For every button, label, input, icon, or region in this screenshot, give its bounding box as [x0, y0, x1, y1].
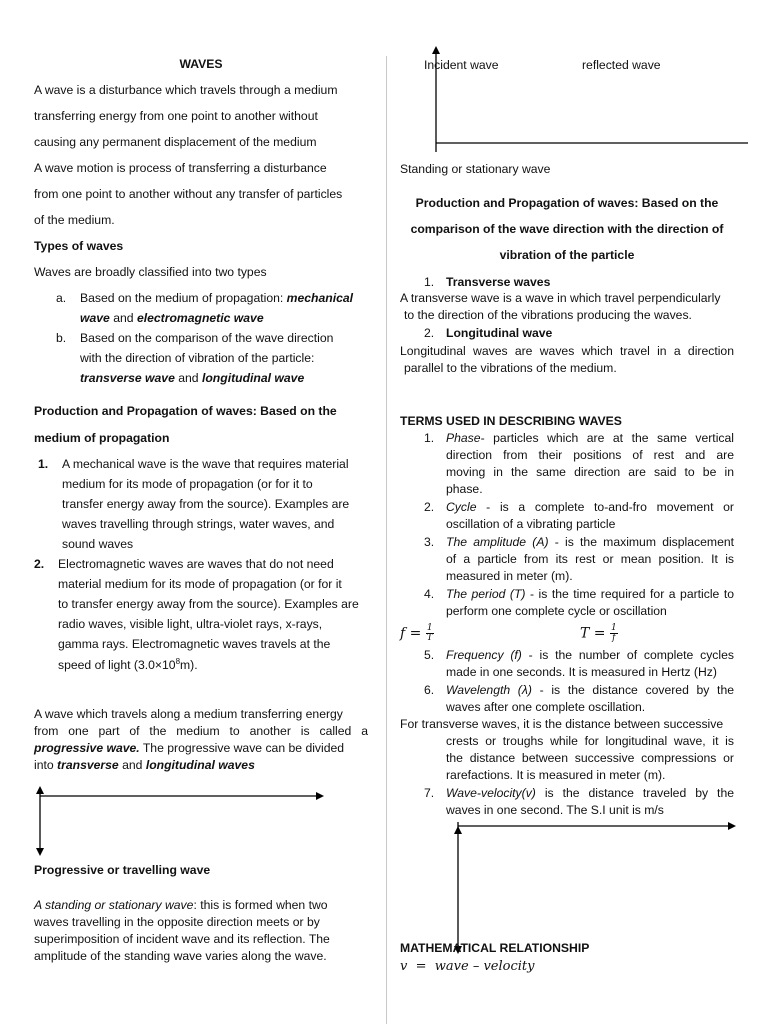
- term-4-line-1: The period (T) - is the time required for a particle to: [446, 587, 734, 601]
- transverse-line-1: A transverse wave is a wave in which travel perpendicularly: [400, 291, 721, 305]
- class-b-line-2: with the direction of vibration of the particle:: [80, 351, 315, 365]
- standing-caption: Standing or stationary wave: [400, 162, 551, 176]
- production-heading-line-2: medium of propagation: [34, 431, 170, 445]
- term-3-line-2: of a particle from its rest or mean position. It is: [446, 552, 734, 566]
- arrowhead-up-icon: [432, 46, 440, 54]
- term-1-line-3: moving in the same direction are said to be in: [446, 465, 734, 479]
- term-1-marker: 1.: [424, 431, 435, 445]
- item-2-line-1: Electromagnetic waves are waves that do not need: [58, 557, 334, 571]
- arrowhead-right-icon: [316, 792, 324, 800]
- progressive-caption: Progressive or travelling wave: [34, 863, 211, 877]
- term-7-line-1: Wave-velocity(v) is the distance traveled by the: [446, 786, 734, 800]
- term-2-line-2: oscillation of a vibrating particle: [446, 517, 616, 531]
- item-1-marker: 1.: [38, 457, 49, 471]
- formula-period: T = $\frac{1}{f}$: [580, 623, 617, 643]
- term-5-marker: 5.: [424, 648, 435, 662]
- item-1-line-4: waves travelling through strings, water waves, and: [62, 517, 335, 531]
- types-heading: Types of waves: [34, 239, 124, 253]
- wavelength-note-line-3: the distance between successive compressions or: [446, 751, 734, 765]
- math-heading: MATHEMATICAL RELATIONSHIP: [400, 941, 590, 955]
- term-1-line-1: Phase- particles which are at the same vertical: [446, 431, 734, 445]
- term-4-line-2: perform one complete cycle or oscillation: [446, 604, 667, 618]
- definition-wave-line-1: A wave is a disturbance which travels through a medium: [34, 83, 338, 97]
- longitudinal-marker: 2.: [424, 326, 435, 340]
- standing-line-2: waves travelling in the opposite direction meets or by: [34, 915, 320, 929]
- wave-axes-diagram: [452, 818, 742, 958]
- production-heading-line-1: Production and Propagation of waves: Based on the: [34, 404, 337, 418]
- progressive-wave-axes: [34, 784, 334, 864]
- item-1-line-5: sound waves: [62, 537, 134, 551]
- term-6-line-2: waves after one complete oscillation.: [446, 700, 646, 714]
- longitudinal-line-1: Longitudinal waves are waves which travel in a direction: [400, 344, 734, 358]
- definition-motion-line-3: of the medium.: [34, 213, 115, 227]
- types-intro: Waves are broadly classified into two types: [34, 265, 267, 279]
- term-5-line-2: made in one seconds. It is measured in Hertz (Hz): [446, 665, 717, 679]
- arrowhead-up-icon: [454, 826, 462, 834]
- standing-line-4: amplitude of the standing wave varies along the wave.: [34, 949, 327, 963]
- definition-wave-line-3: causing any permanent displacement of the medium: [34, 135, 317, 149]
- class-a-line-1: Based on the medium of propagation: mechanical: [80, 291, 354, 305]
- arrowhead-up-icon: [36, 786, 44, 794]
- production2-heading-line-1: Production and Propagation of waves: Based on the: [415, 196, 719, 210]
- term-3-line-3: measured in meter (m).: [446, 569, 573, 583]
- progressive-line-1: A wave which travels along a medium transferring energy: [34, 707, 343, 721]
- definition-motion-line-2: from one point to another without any transfer of particles: [34, 187, 343, 201]
- transverse-marker: 1.: [424, 275, 435, 289]
- term-2-line-1: Cycle - is a complete to-and-fro movement or: [446, 500, 734, 514]
- reflected-wave-label: reflected wave: [582, 58, 661, 72]
- column-divider: [386, 56, 387, 1024]
- term-3-line-1: The amplitude (A) - is the maximum displacement: [446, 535, 735, 549]
- item-1-line-1: A mechanical wave is the wave that requires material: [62, 457, 349, 471]
- class-a-marker: a.: [56, 291, 67, 305]
- wavelength-note-line-4: rarefactions. It is measured in meter (m).: [446, 768, 666, 782]
- item-2-line-6: speed of light $(3.0\times 10^8m)$.: [58, 657, 198, 673]
- term-1-line-4: phase.: [446, 482, 483, 496]
- term-6-line-1: Wavelength (λ) - is the distance covered by the: [446, 683, 735, 697]
- standing-line-3: superimposition of incident wave and its reflection. The: [34, 932, 330, 946]
- class-b-line-3: transverse wave and longitudinal wave: [80, 371, 305, 385]
- longitudinal-line-2: parallel to the vibrations of the medium.: [404, 361, 617, 375]
- term-7-marker: 7.: [424, 786, 435, 800]
- item-2-marker: 2.: [34, 557, 45, 571]
- class-b-line-1: Based on the comparison of the wave direction: [80, 331, 334, 345]
- formula-frequency: f = $\frac{1}{T}$: [400, 623, 433, 643]
- definition-wave-line-2: transferring energy from one point to another without: [34, 109, 318, 123]
- term-6-marker: 6.: [424, 683, 435, 697]
- wavelength-note-line-1: For transverse waves, it is the distance between successive: [400, 717, 724, 731]
- item-2-line-5: gamma rays. Electromagnetic waves travels at the: [58, 637, 331, 651]
- item-2-line-4: radio waves, visible light, ultra-violet rays, x-rays,: [58, 617, 323, 631]
- item-1-line-3: transfer energy away from the source). Examples are: [62, 497, 350, 511]
- math-formula: v = wave – velocity: [400, 959, 535, 974]
- class-a-line-2: wave and electromagnetic wave: [80, 311, 264, 325]
- standing-line-1: A standing or stationary wave: this is formed when two: [34, 898, 328, 912]
- term-3-marker: 3.: [424, 535, 435, 549]
- production2-heading-line-2: comparison of the wave direction with the direction of: [410, 222, 724, 236]
- term-5-line-1: Frequency (f) - is the number of complete cycles: [446, 648, 734, 662]
- transverse-title: Transverse waves: [446, 275, 551, 289]
- production2-heading-line-3: vibration of the particle: [499, 248, 635, 262]
- term-2-marker: 2.: [424, 500, 435, 514]
- wavelength-note-line-2: crests or troughs while for longitudinal wave, it is: [446, 734, 734, 748]
- definition-motion-line-1: A wave motion is process of transferring a disturbance: [34, 161, 327, 175]
- item-2-line-3: to transfer energy away from the source). Examples are: [58, 597, 359, 611]
- arrowhead-down-icon: [36, 848, 44, 856]
- progressive-line-3: progressive wave. The progressive wave can be divided: [34, 741, 345, 755]
- incident-wave-label: Incident wave: [424, 58, 499, 72]
- transverse-line-2: to the direction of the vibrations producing the waves.: [404, 308, 692, 322]
- term-4-marker: 4.: [424, 587, 435, 601]
- progressive-line-4: into transverse and longitudinal waves: [34, 758, 255, 772]
- class-b-marker: b.: [56, 331, 67, 345]
- terms-heading: TERMS USED IN DESCRIBING WAVES: [400, 414, 622, 428]
- term-1-line-2: direction from their positions of rest and are: [446, 448, 734, 462]
- item-2-line-2: material medium for its mode of propagation (or for it: [58, 577, 342, 591]
- longitudinal-title: Longitudinal wave: [446, 326, 553, 340]
- item-1-line-2: medium for its mode of propagation (or for it to: [62, 477, 313, 491]
- progressive-line-2: from one part of the medium to another is called a: [34, 724, 368, 738]
- page-title: WAVES: [179, 57, 223, 71]
- arrowhead-right-icon: [728, 822, 736, 830]
- term-7-line-2: waves in one second. The S.I unit is m/s: [446, 803, 664, 817]
